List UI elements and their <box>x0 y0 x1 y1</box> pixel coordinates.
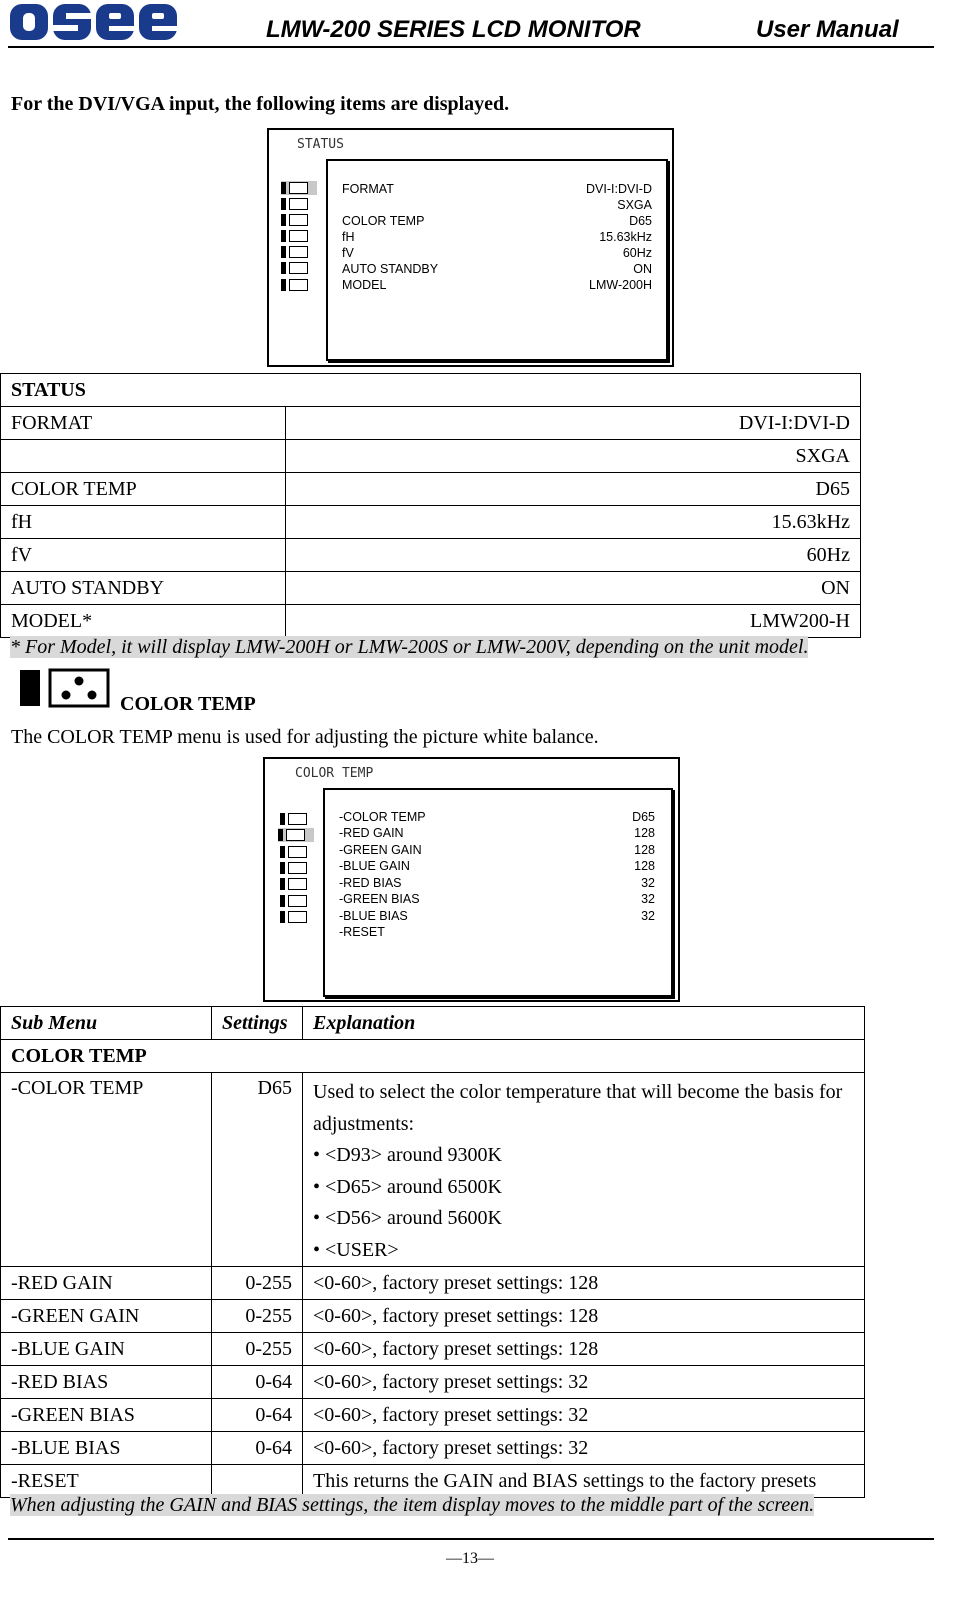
setting-cell: 0-255 <box>212 1300 303 1333</box>
picture-menu-icon <box>280 845 316 859</box>
osd-row-value: 128 <box>634 826 655 840</box>
osd-row-label: fH <box>342 230 355 244</box>
explanation-cell: This returns the GAIN and BIAS settings to the factory presets <box>303 1465 865 1498</box>
table-row <box>1 1432 865 1465</box>
explanation-cell: <0-60>, factory preset settings: 128 <box>303 1267 865 1300</box>
sub-menu-cell: -BLUE BIAS <box>1 1432 212 1465</box>
col-header-explanation: Explanation <box>303 1007 865 1040</box>
osee-logo <box>10 2 178 42</box>
explanation-cell: <0-60>, factory preset settings: 32 <box>303 1399 865 1432</box>
color-temp-heading: COLOR TEMP <box>120 693 256 715</box>
sub-menu-cell: -RED BIAS <box>1 1366 212 1399</box>
status-value: DVI-I:DVI-D <box>286 407 861 440</box>
manual-title: LMW-200 SERIES LCD MONITOR <box>266 16 641 43</box>
osd-row-value: 32 <box>641 892 655 906</box>
audio-menu-icon <box>281 245 317 259</box>
setting-cell: 0-255 <box>212 1267 303 1300</box>
status-table-heading: STATUS <box>1 374 861 407</box>
group-heading: COLOR TEMP <box>1 1040 865 1073</box>
menu-marker-icon <box>20 670 40 706</box>
osd-row-value: D65 <box>629 214 652 228</box>
sub-menu-cell: -GREEN GAIN <box>1 1300 212 1333</box>
status-label <box>1 440 286 473</box>
status-label: COLOR TEMP <box>1 473 286 506</box>
sub-menu-cell: -RESET <box>1 1465 212 1498</box>
audio-menu-icon <box>280 877 316 891</box>
page-number: —13— <box>446 1550 494 1567</box>
osd-row-label: -RESET <box>339 925 385 939</box>
setting-cell: 0-64 <box>212 1432 303 1465</box>
setting-cell: D65 <box>212 1073 303 1267</box>
osd-row-label: -BLUE GAIN <box>339 859 410 873</box>
explanation-cell: <0-60>, factory preset settings: 32 <box>303 1432 865 1465</box>
osd-row-label: AUTO STANDBY <box>342 262 439 276</box>
col-header-settings: Settings <box>212 1007 303 1040</box>
table-header-row <box>1 1007 865 1040</box>
osd-row-label: fV <box>342 246 354 260</box>
footer-divider <box>8 1538 934 1540</box>
osd-row-value: 32 <box>641 909 655 923</box>
osd-row-value: 60Hz <box>622 246 652 260</box>
osd-row-label: -COLOR TEMP <box>339 810 426 824</box>
color-temp-description: The COLOR TEMP menu is used for adjusting the picture white balance. <box>11 726 599 748</box>
color-temp-menu-icon <box>281 197 317 211</box>
table-row <box>1 440 861 473</box>
osd-row-value: DVI-I:DVI-D <box>586 182 652 196</box>
table-row <box>1 1399 865 1432</box>
osd-status-panel <box>326 159 668 361</box>
osd-row-label: -BLUE BIAS <box>339 909 408 923</box>
osd-row-value: 15.63kHz <box>599 230 652 244</box>
system-menu-icon <box>281 278 317 292</box>
color-temp-table <box>0 1006 865 1498</box>
manual-type: User Manual <box>756 16 899 43</box>
status-value: 60Hz <box>286 539 861 572</box>
status-table <box>0 373 861 638</box>
bullet-item: • <D65> around 6500K <box>313 1175 502 1198</box>
table-row <box>1 1333 865 1366</box>
osd-row-label: COLOR TEMP <box>342 214 425 228</box>
osd-row-value: SXGA <box>617 198 652 212</box>
osd-row-value: D65 <box>632 810 655 824</box>
osd-color-title: COLOR TEMP <box>295 766 374 781</box>
osd-status-title: STATUS <box>297 137 344 152</box>
color-temp-icon <box>48 668 110 708</box>
table-row <box>1 1465 865 1498</box>
sub-menu-cell: -BLUE GAIN <box>1 1333 212 1366</box>
bullet-item: • <USER> <box>313 1238 399 1261</box>
sub-menu-cell: -COLOR TEMP <box>1 1073 212 1267</box>
table-row <box>1 407 861 440</box>
table-row <box>1 506 861 539</box>
status-value: 15.63kHz <box>286 506 861 539</box>
table-row <box>1 1366 865 1399</box>
osd-color-panel <box>323 788 673 997</box>
osd-row-value: LMW-200H <box>589 278 652 292</box>
col-header-sub-menu: Sub Menu <box>1 1007 212 1040</box>
table-row <box>1 572 861 605</box>
toolbox-menu-icon <box>280 894 316 908</box>
setting-cell: 0-64 <box>212 1366 303 1399</box>
setting-cell: 0-255 <box>212 1333 303 1366</box>
osd-row-label: FORMAT <box>342 182 394 196</box>
picture-menu-icon <box>281 213 317 227</box>
bullet-item: • <D93> around 9300K <box>313 1144 502 1166</box>
osd-status-screenshot <box>267 128 674 367</box>
status-value: SXGA <box>286 440 861 473</box>
explanation-cell <box>303 1073 865 1267</box>
osd-row-value: 32 <box>641 876 655 890</box>
sub-menu-cell: -GREEN BIAS <box>1 1399 212 1432</box>
explanation-cell: <0-60>, factory preset settings: 128 <box>303 1333 865 1366</box>
header-divider <box>8 46 934 48</box>
system-menu-icon <box>280 910 316 924</box>
gain-bias-note: When adjusting the GAIN and BIAS settings, the item display moves to the middle part of the screen. <box>10 1494 815 1516</box>
osd-row-label: -RED GAIN <box>339 826 404 840</box>
osd-row-value: 128 <box>634 859 655 873</box>
intro-text: For the DVI/VGA input, the following items are displayed. <box>11 93 510 115</box>
table-row <box>1 539 861 572</box>
table-row <box>1 1073 865 1267</box>
model-note: * For Model, it will display LMW-200H or LMW-200S or LMW-200V, depending on the unit model. <box>10 636 809 658</box>
user-menu-icon <box>281 229 317 243</box>
user-menu-icon <box>280 861 316 875</box>
explanation-text: Used to select the color temperature that will become the basis for adjustments: <box>313 1081 843 1135</box>
explanation-cell: <0-60>, factory preset settings: 32 <box>303 1366 865 1399</box>
status-value: LMW200-H <box>286 605 861 638</box>
table-row <box>1 473 861 506</box>
setting-cell: 0-64 <box>212 1399 303 1432</box>
status-label: AUTO STANDBY <box>1 572 286 605</box>
status-menu-icon <box>281 181 317 195</box>
osd-row-value: 128 <box>634 843 655 857</box>
table-row <box>1 605 861 638</box>
status-label: FORMAT <box>1 407 286 440</box>
color-temp-menu-icon <box>278 828 314 842</box>
table-row <box>1 1267 865 1300</box>
osd-row-label: -RED BIAS <box>339 876 402 890</box>
status-label: MODEL* <box>1 605 286 638</box>
status-value: D65 <box>286 473 861 506</box>
status-label: fV <box>1 539 286 572</box>
sub-menu-cell: -RED GAIN <box>1 1267 212 1300</box>
osd-row-value: ON <box>633 262 652 276</box>
osd-color-temp-screenshot <box>263 757 680 1002</box>
table-row <box>1 1300 865 1333</box>
osd-row-label: MODEL <box>342 278 387 292</box>
explanation-cell: <0-60>, factory preset settings: 128 <box>303 1300 865 1333</box>
toolbox-menu-icon <box>281 261 317 275</box>
status-label: fH <box>1 506 286 539</box>
setting-cell <box>212 1465 303 1498</box>
osd-row-label: -GREEN GAIN <box>339 843 422 857</box>
status-menu-icon <box>280 812 316 826</box>
bullet-item: • <D56> around 5600K <box>313 1207 502 1229</box>
status-value: ON <box>286 572 861 605</box>
osd-row-label: -GREEN BIAS <box>339 892 420 906</box>
